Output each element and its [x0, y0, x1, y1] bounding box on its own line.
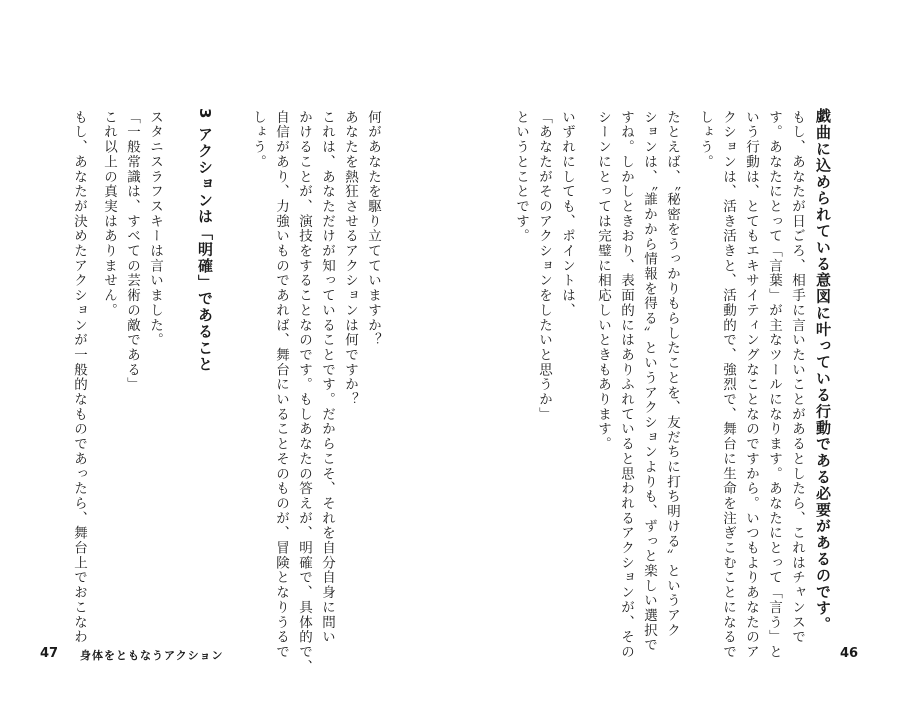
- text-line: 何があなたを駆り立てていますか？: [365, 110, 381, 348]
- text-line: たとえば、〝秘密をうっかりもらしたことを、友だちに打ち明ける〟というアク: [664, 110, 680, 638]
- text-line: というとことです。: [513, 110, 529, 244]
- text-line: あなたを熱狂させるアクションは何ですか？: [342, 110, 358, 407]
- text-line: かけることが、演技をすることなのです。もしあなたの答えが、明確で、具体的で、: [296, 110, 312, 675]
- text-line: しょう。: [697, 110, 713, 170]
- text-line: しょう。: [250, 110, 266, 170]
- text-line: すね。しかしときおり、表面的にはありふれていると思われるアクションが、その: [618, 110, 634, 660]
- text-line: スタニスラフスキーは言いました。: [147, 110, 163, 348]
- text-line: す。あなたにとって「言葉」が主なツールになります。あなたにとって「言う」と: [766, 110, 782, 660]
- text-line: もし、あなたが決めたアクションが一般的なものであったら、舞台上でおこなわ: [71, 110, 87, 645]
- right-page-heading: 戯曲に込められている意図に叶っている行動である必要があるのです。: [814, 108, 832, 633]
- running-head: 身体をともなうアクション: [80, 649, 224, 662]
- text-line: 「あなたがそのアクションをしたいと思うか」: [536, 110, 552, 422]
- text-line: これ以上の真実はありません。: [101, 110, 117, 318]
- text-line: もし、あなたが日ごろ、相手に言いたいことがあるとしたら、これはチャンスで: [789, 110, 805, 645]
- text-line: いずれにしても、ポイントは、: [559, 110, 575, 318]
- section-heading: 3 アクションは「明確」であること: [196, 108, 214, 373]
- text-line: これは、あなただけが知っていることです。だからこそ、それを自分自身に問い: [319, 110, 335, 645]
- text-line: ションは、〝誰かから情報を得る〟というアクションよりも、ずっと楽しい選択で: [641, 110, 657, 653]
- text-line: シーンにとっては完璧に相応しいときもあります。: [595, 110, 611, 452]
- text-line: いう行動は、とてもエキサイティングなことなのですから。いつもよりあなたのア: [743, 110, 759, 660]
- text-line: 自信があり、力強いものであれば、舞台にいることそのものが、冒険となりうるで: [273, 110, 289, 660]
- page-number: 47: [40, 646, 59, 661]
- text-line: クションは、活き活きと、活動的で、強烈で、舞台に生命を注ぎこむことになるで: [720, 110, 736, 660]
- page-number: 46: [840, 646, 859, 661]
- text-line: 「一般常識は、すべての芸術の敵である」: [124, 110, 140, 393]
